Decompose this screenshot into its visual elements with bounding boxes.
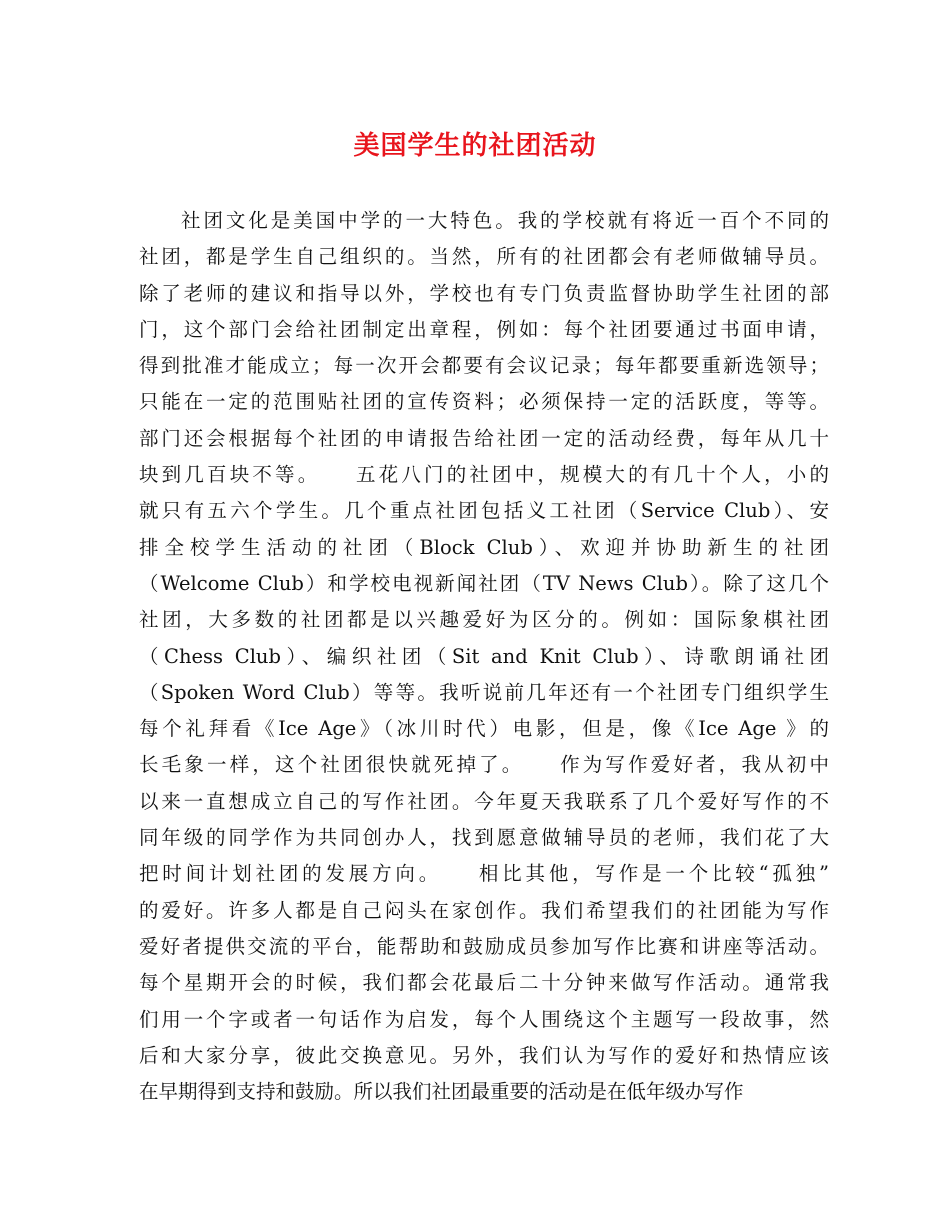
body-line: 们用一个字或者一句话作为启发，每个人围绕这个主题写一段故事，然 bbox=[139, 1007, 829, 1031]
body-line: 在早期得到支持和鼓励。所以我们社团最重要的活动是在低年级办写作 bbox=[139, 1080, 744, 1104]
document-title: 美国学生的社团活动 bbox=[353, 131, 597, 161]
body-line: 只能在一定的范围贴社团的宣传资料；必须保持一定的活跃度，等等。 bbox=[139, 390, 829, 414]
body-line: （Chess Club）、编织社团（Sit and Knit Club）、诗歌朗诵社团 bbox=[139, 644, 829, 668]
body-line: 得到批准才能成立；每一次开会都要有会议记录；每年都要重新选领导； bbox=[139, 354, 829, 378]
body-line: 长毛象一样，这个社团很快就死掉了。 作为写作爱好者，我从初中 bbox=[139, 753, 829, 777]
body-line: （Spoken Word Club）等等。我听说前几年还有一个社团专门组织学生 bbox=[139, 680, 829, 704]
body-line: 每个星期开会的时候，我们都会花最后二十分钟来做写作活动。通常我 bbox=[139, 971, 829, 995]
body-line: 社团，都是学生自己组织的。当然，所有的社团都会有老师做辅导员。 bbox=[139, 245, 829, 269]
body-line: 的爱好。许多人都是自己闷头在家创作。我们希望我们的社团能为写作 bbox=[139, 898, 829, 922]
body-line: 社团，大多数的社团都是以兴趣爱好为区分的。例如：国际象棋社团 bbox=[139, 608, 829, 632]
body-line: 部门还会根据每个社团的申请报告给社团一定的活动经费，每年从几十 bbox=[139, 426, 829, 450]
body-line: （Welcome Club）和学校电视新闻社团（TV News Club）。除了这几个 bbox=[139, 571, 829, 595]
body-line: 爱好者提供交流的平台，能帮助和鼓励成员参加写作比赛和讲座等活动。 bbox=[139, 934, 829, 958]
body-line: 就只有五六个学生。几个重点社团包括义工社团（Service Club）、安 bbox=[139, 499, 829, 523]
body-line: 把时间计划社团的发展方向。 相比其他，写作是一个比较“孤独” bbox=[139, 862, 829, 886]
body-line: 门，这个部门会给社团制定出章程，例如：每个社团要通过书面申请， bbox=[139, 317, 829, 341]
body-line: 除了老师的建议和指导以外，学校也有专门负责监督协助学生社团的部 bbox=[139, 281, 829, 305]
body-line: 每个礼拜看《Ice Age》（冰川时代）电影，但是，像《Ice Age 》的 bbox=[139, 717, 829, 741]
body-line: 同年级的同学作为共同创办人，找到愿意做辅导员的老师，我们花了大 bbox=[139, 826, 829, 850]
body-line: 块到几百块不等。 五花八门的社团中，规模大的有几十个人，小的 bbox=[139, 463, 829, 487]
body-line: 后和大家分享，彼此交换意见。另外，我们认为写作的爱好和热情应该 bbox=[139, 1043, 829, 1067]
document-body bbox=[139, 203, 829, 1110]
body-line: 社团文化是美国中学的一大特色。我的学校就有将近一百个不同的 bbox=[181, 209, 829, 232]
body-line: 以来一直想成立自己的写作社团。今年夏天我联系了几个爱好写作的不 bbox=[139, 789, 829, 813]
body-line: 排全校学生活动的社团（Block Club）、欢迎并协助新生的社团 bbox=[139, 535, 829, 559]
